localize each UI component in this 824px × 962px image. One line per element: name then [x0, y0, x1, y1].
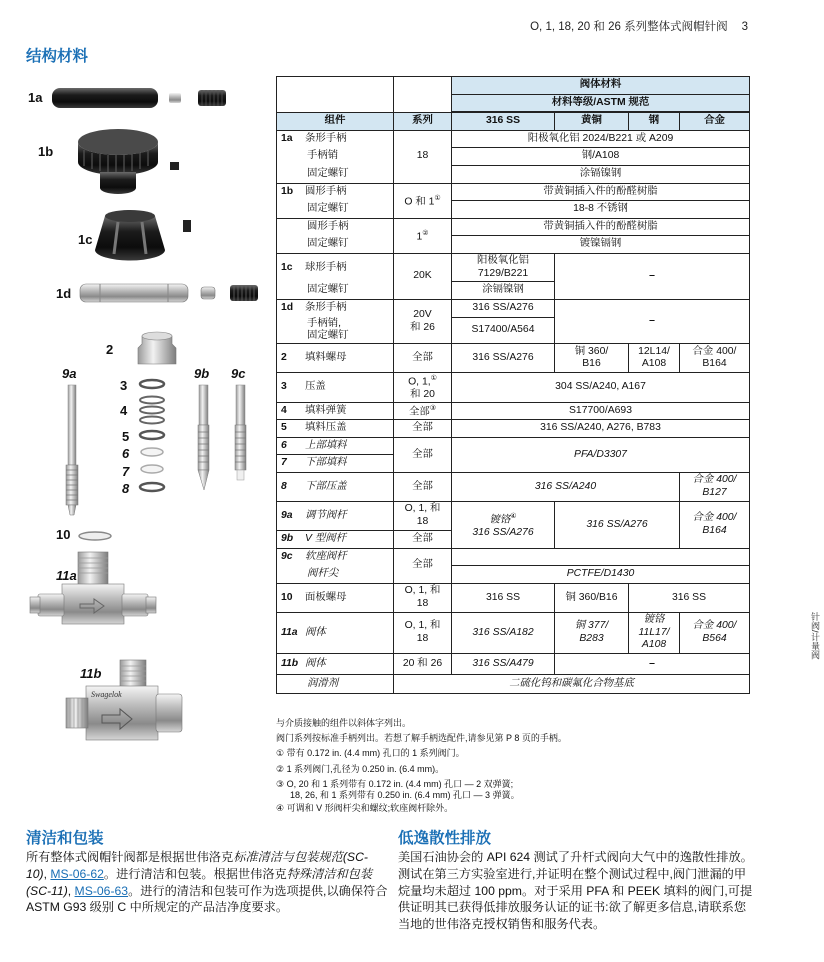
- label-10: 10: [56, 527, 71, 542]
- table-row: 阀杆尖 PCTFE/D1430: [277, 566, 750, 584]
- table-row: 11a 阀体 O, 1, 和 18 316 SS/A182 铜 377/ B283 镀铬 11L17/ A108 合金 400/ B564: [277, 612, 750, 653]
- note: ① 带有 0.172 in. (4.4 mm) 孔口的 1 系列阀门。: [276, 748, 465, 759]
- label-9b: 9b: [194, 366, 210, 381]
- materials-table: [276, 76, 750, 694]
- panel-nut-10: [79, 532, 111, 540]
- label-1c: 1c: [78, 232, 93, 247]
- label-9c: 9c: [231, 366, 246, 381]
- table-row: 4 填料弹簧 全部③ S17700/A693: [277, 402, 750, 420]
- label-5: 5: [122, 429, 130, 444]
- col-alloy: 合金: [680, 113, 750, 131]
- side-tab: 针阀/计量阀: [810, 612, 820, 660]
- table-row: 11b 阀体 20 和 26 316 SS/A479 –: [277, 653, 750, 674]
- table-row: 1a 条形手柄 18 阳极氧化铝 2024/B221 或 A209: [277, 130, 750, 148]
- table-row: 9a 调节阀杆 O, 1, 和 18 镀铬④ 316 SS/A276 316 SS/A276 合金 400/ B164: [277, 501, 750, 530]
- col-316ss: 316 SS: [452, 113, 555, 131]
- washer-stack: [140, 380, 164, 491]
- label-1d: 1d: [56, 286, 72, 301]
- table-row: 6 上部填料 全部 PFA/D3307: [277, 437, 750, 455]
- stem-9b: [198, 385, 209, 490]
- col-brass: 黄铜: [555, 113, 629, 131]
- table-row: 10 面板螺母 O, 1, 和 18 316 SS 铜 360/B16 316 SS: [277, 583, 750, 612]
- note: 18, 26, 和 1 系列带有 0.250 in. (6.4 mm) 孔口 — 3 弹簧。: [290, 790, 520, 801]
- label-1b: 1b: [38, 144, 54, 159]
- table-notes: [276, 716, 756, 816]
- ms-06-62-link[interactable]: MS-06-62: [50, 866, 104, 881]
- table-row: 1c 球形手柄 20K 阳极氧化铝 7129/B221 –: [277, 253, 750, 282]
- header-title: O, 1, 18, 20 和 26 系列整体式阀帽针阀: [530, 21, 728, 33]
- table-row: 固定螺钉 涂镉镍钢: [277, 282, 750, 300]
- emission-text: 美国石油协会的 API 624 测试了升杆式阀向大气中的逸散性排放。测试在第三方实验室进行,并证明在整个测试过程中,阀门泄漏的甲烷量均未超过 100 ppm。对于采用 PFA 和 PEEK 填料的阀门,可提供证明其已获得低排放服务认证的证书:欲了解更多信息,请联系您当地的世伟洛克授权销售和服务代表。: [398, 850, 753, 932]
- header-body-material: 阀体材料: [452, 77, 750, 95]
- label-4: 4: [120, 403, 128, 418]
- table-row: 1d 条形手柄 20V 和 26 316 SS/A276 –: [277, 300, 750, 318]
- brand-mark: Swagelok: [91, 690, 122, 699]
- table-row: 8 下部压盖 全部 316 SS/A240 合金 400/ B127: [277, 472, 750, 501]
- ball-handle-1c: [95, 210, 191, 260]
- table-row: 手柄销, 固定螺钉 S17400/A564: [277, 317, 750, 344]
- label-9a: 9a: [62, 366, 77, 381]
- note: 阀门系列按标准手柄列出。若想了解手柄选配件,请参见第 P 8 页的手柄。: [276, 733, 567, 744]
- note: ④ 可调和 V 形阀杆尖和螺纹;软座阀杆除外。: [276, 803, 454, 814]
- bar-handle-1a: [52, 88, 226, 108]
- table-row: 5 填料压盖 全部 316 SS/A240, A276, B783: [277, 420, 750, 438]
- note: ③ O, 20 和 1 系列带有 0.172 in. (4.4 mm) 孔口 — 2 双弹簧;: [276, 778, 514, 789]
- col-steel: 钢: [629, 113, 680, 131]
- table-row: 9c 软座阀杆 全部: [277, 548, 750, 566]
- label-3: 3: [120, 378, 128, 393]
- page-number: 3: [741, 21, 748, 33]
- table-row: 固定螺钉 镀镍镉钢: [277, 236, 750, 254]
- label-1a: 1a: [28, 90, 43, 105]
- col-component: 组件: [277, 113, 394, 131]
- label-6: 6: [122, 446, 130, 461]
- header-material-grade: 材料等级/ASTM 规范: [452, 94, 750, 112]
- page-header: [530, 18, 748, 34]
- table-row: 1b 圆形手柄 O 和 1① 带黄铜插入件的酚醛树脂: [277, 183, 750, 201]
- table-row: 手柄销 钢/A108: [277, 148, 750, 166]
- valve-body-11b: [66, 660, 182, 740]
- stem-9c: [235, 385, 246, 480]
- col-series: 系列: [394, 113, 452, 131]
- label-11b: 11b: [80, 666, 102, 681]
- table-row: 固定螺钉 涂镉镍钢: [277, 165, 750, 183]
- table-row: 润滑剂 二硫化钨和碳氟化合物基底: [277, 674, 750, 693]
- round-handle-1b: [78, 129, 179, 194]
- note: ② 1 系列阀门,孔径为 0.250 in. (6.4 mm)。: [276, 763, 445, 774]
- label-11a: 11a: [56, 568, 77, 583]
- stem-9a: [66, 385, 78, 515]
- label-8: 8: [122, 481, 130, 496]
- cleaning-text: 所有整体式阀帽针阀都是根据世伟洛克标准清洁与包装规范(SC-10), MS-06-62。进行清洁和包装。根据世伟洛克特殊清洁和包装(SC-11), MS-06-63。进行的清洁和包装可作为选项提供,以确保符合 ASTM G93 级别 C 中所规定的产品洁净度要求。: [26, 850, 388, 915]
- section-title-emission: 低逸散性排放: [398, 830, 492, 847]
- packing-nut-2: [138, 332, 176, 364]
- section-title-cleaning: 清洁和包装: [26, 830, 104, 847]
- label-7: 7: [122, 464, 130, 479]
- table-row: 7 下部填料: [277, 455, 750, 473]
- valve-body-11a: [30, 552, 156, 624]
- ms-06-63-link[interactable]: MS-06-63: [74, 883, 129, 898]
- table-row: 9b V 型阀杆 全部: [277, 530, 750, 548]
- table-row: 圆形手柄 1② 带黄铜插入件的酚醛树脂: [277, 218, 750, 236]
- label-2: 2: [106, 342, 114, 357]
- note: 与介质接触的组件以斜体字列出。: [276, 718, 412, 728]
- section-title-materials: 结构材料: [26, 48, 89, 65]
- table-row: 固定螺钉 18-8 不锈钢: [277, 201, 750, 219]
- table-row: 2 填料螺母 全部 316 SS/A276 铜 360/ B16 12L14/ A108 合金 400/ B164: [277, 344, 750, 373]
- table-row: 3 压盖 O, 1,① 和 20 304 SS/A240, A167: [277, 373, 750, 402]
- parts-illustration: [0, 0, 276, 760]
- bar-handle-1d: [80, 284, 258, 302]
